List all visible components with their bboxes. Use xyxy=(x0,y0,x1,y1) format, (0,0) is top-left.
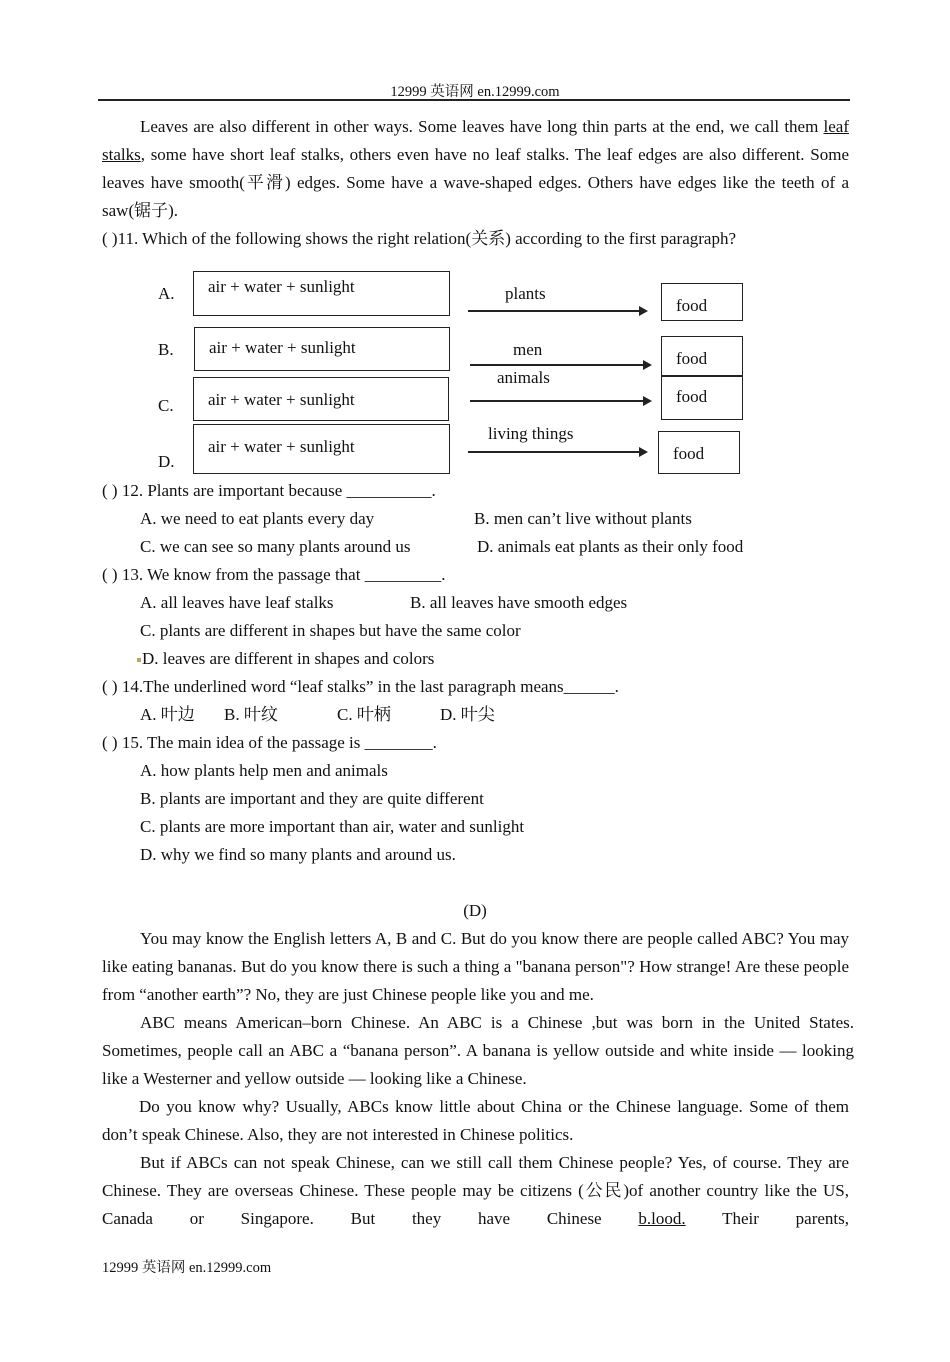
paragraph-text: Their parents, xyxy=(685,1209,849,1228)
passage-c-paragraph xyxy=(102,113,849,225)
result-text: food xyxy=(676,349,708,368)
underlined-leaf-stalks: leaf stalks xyxy=(102,117,849,164)
q11-option-a-via: plants xyxy=(505,284,546,303)
q12-option-d: D. animals eat plants as their only food xyxy=(477,537,744,556)
q15-option-b: B. plants are important and they are quite different xyxy=(140,789,484,808)
q11-option-d-arrow xyxy=(468,451,646,453)
q12-option-a: A. we need to eat plants every day xyxy=(140,509,375,528)
q11-option-d-letter: D. xyxy=(158,452,175,471)
q11-option-c-arrow xyxy=(470,400,650,402)
header-rule xyxy=(98,99,850,101)
q11-option-c-letter: C. xyxy=(158,396,174,415)
q11-option-d-result-box xyxy=(658,431,740,474)
q13-option-b: B. all leaves have smooth edges xyxy=(410,593,628,612)
q14-option-c: C. 叶柄 xyxy=(337,705,391,724)
q15-option-d: D. why we find so many plants and around us. xyxy=(140,845,456,864)
q11-option-b-via: men xyxy=(513,340,543,359)
q14-option-d: D. 叶尖 xyxy=(440,705,495,724)
q11-option-a-result-box xyxy=(661,283,743,321)
paragraph-text: Leaves are also different in other ways. Some leaves have long thin parts at the end, we call them xyxy=(140,117,824,136)
bullet-mark xyxy=(137,658,141,662)
q11-option-a-arrow xyxy=(468,310,646,312)
q11-option-a-letter: A. xyxy=(158,284,175,303)
source-text: air + water + sunlight xyxy=(208,277,355,296)
q15-stem: ( ) 15. The main idea of the passage is ________. xyxy=(102,733,437,752)
q13-option-a: A. all leaves have leaf stalks xyxy=(140,593,334,612)
q12-option-b: B. men can’t live without plants xyxy=(474,509,692,528)
paragraph-text: , some have short leaf stalks, others even have no leaf stalks. The leaf edges are also different. Some leaves have smooth(平滑) edges. Some have a wave-shaped edges. Others have edges like the teeth of a saw(锯子). xyxy=(102,145,849,220)
q11-option-d-source-box xyxy=(193,424,450,474)
source-text: air + water + sunlight xyxy=(208,437,355,456)
passage-d-paragraph-4 xyxy=(102,1149,849,1233)
page-footer: 12999 英语网 en.12999.com xyxy=(102,1260,272,1276)
q13-option-c: C. plants are different in shapes but have the same color xyxy=(140,621,521,640)
source-text: air + water + sunlight xyxy=(209,338,356,357)
q11-option-b-source-box xyxy=(194,327,450,371)
underlined-blood: b.lood. xyxy=(638,1209,686,1228)
q15-option-a: A. how plants help men and animals xyxy=(140,761,388,780)
q11-option-d-via: living things xyxy=(488,424,574,443)
result-text: food xyxy=(673,444,705,463)
q14-option-a: A. 叶边 xyxy=(140,705,195,724)
q13-option-d: D. leaves are different in shapes and colors xyxy=(142,649,435,668)
q13-option-d-line xyxy=(137,645,434,673)
q11-stem: ( )11. Which of the following shows the right relation(关系) according to the first paragraph? xyxy=(102,229,737,248)
source-text: air + water + sunlight xyxy=(208,390,355,409)
q11-option-c-result-box xyxy=(661,376,743,420)
page-header: 12999 英语网 en.12999.com xyxy=(390,84,560,100)
q12-option-c: C. we can see so many plants around us xyxy=(140,537,411,556)
q11-option-c-via: animals xyxy=(497,368,550,387)
passage-d-paragraph-2: ABC means American–born Chinese. An ABC is a Chinese ,but was born in the United States. Sometimes, people call an ABC a “banana person”. A banana is yellow outside and white inside — looking like a Westerner and yellow outside — looking like a Chinese. xyxy=(102,1013,854,1088)
q12-stem: ( ) 12. Plants are important because __________. xyxy=(102,481,436,500)
q11-option-b-result-box xyxy=(661,336,743,376)
q11-option-b-letter: B. xyxy=(158,340,174,359)
q14-option-b: B. 叶纹 xyxy=(224,705,278,724)
q15-option-c: C. plants are more important than air, water and sunlight xyxy=(140,817,525,836)
q11-option-a-source-box xyxy=(193,271,450,316)
q11-option-b-arrow xyxy=(470,364,650,366)
passage-d-paragraph-1: You may know the English letters A, B and C. But do you know there are people called ABC? You may like eating bananas. But do you know there is such a thing a "banana person"? How strange! Are these people from “another earth”? No, they are just Chinese people like you and me. xyxy=(102,929,849,1004)
q11-option-c-source-box xyxy=(193,377,449,421)
passage-d-paragraph-3: Do you know why? Usually, ABCs know little about China or the Chinese language. Some of them don’t speak Chinese. Also, they are not interested in Chinese politics. xyxy=(102,1097,849,1144)
result-text: food xyxy=(676,296,708,315)
q14-stem: ( ) 14.The underlined word “leaf stalks” in the last paragraph means______. xyxy=(102,677,619,696)
paragraph-text: But if ABCs can not speak Chinese, can we still call them Chinese people? Yes, of course. They are Chinese. They are overseas Chinese. These people may be citizens (公民)of another country like the US, Canada or Singapore. But they have Chinese xyxy=(102,1153,849,1228)
passage-d-heading: (D) xyxy=(463,901,487,920)
result-text: food xyxy=(676,387,708,406)
q13-stem: ( ) 13. We know from the passage that _________. xyxy=(102,565,446,584)
